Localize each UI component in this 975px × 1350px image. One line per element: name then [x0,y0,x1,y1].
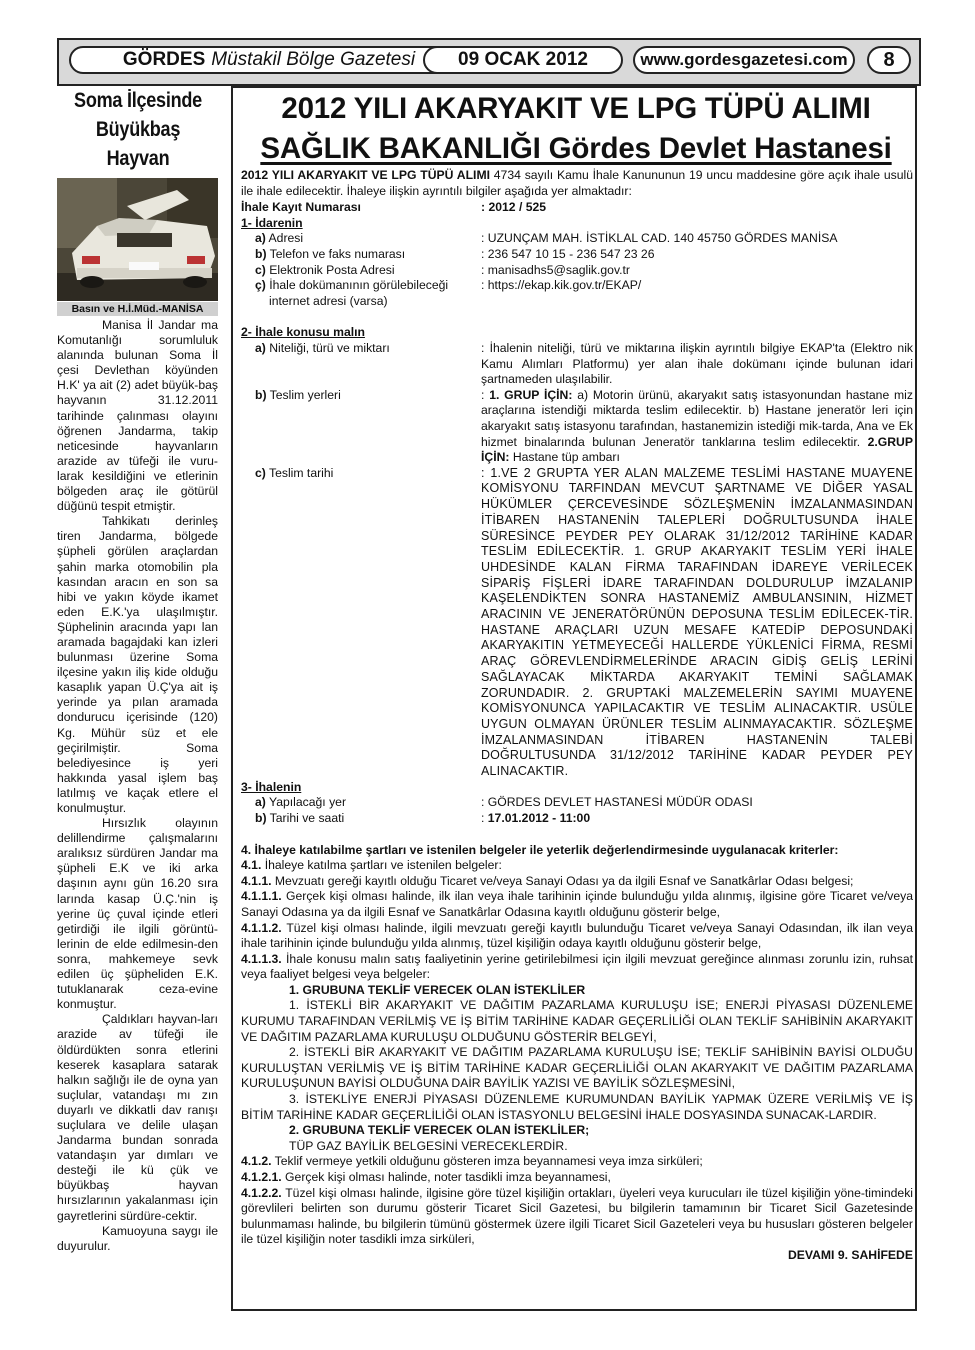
page-header [57,38,921,86]
group-1-heading: 1. GRUBUNA TEKLİF VERECEK OLAN İSTEKLİLER [289,982,586,997]
clause-text: İhaleye katılma şartları ve istenilen belgeler: [261,858,502,873]
admin-address-row [241,231,913,247]
docs-row-continued: internet adresi (varsa) [269,293,388,308]
item-value: : 236 547 10 15 - 236 547 23 26 [481,246,655,261]
car-trunk-photo [57,178,218,301]
item-label: Teslim yerleri [266,387,341,402]
item-label: Yapılacağı yer [265,795,347,810]
item-value: : UZUNÇAM MAH. İSTİKLAL CAD. 140 45750 GÖRDES MANİSA [481,231,838,246]
intro-text: 4734 sayılı Kamu İhale Kanununun 19 uncu maddesine göre açık ihale usulü ile ihale edilecektir. İhaleye ilişkin ayrıntılı bilgiler aşağıda yer almaktadır: [241,168,913,198]
item-letter: a) [255,340,266,355]
paper-subtitle: Müstakil Bölge Gazetesi [211,49,416,70]
item-letter: c) [255,465,266,480]
group-2-line: TÜP GAZ BAYİLİK BELGESİNİ VERECEKLERDİR. [289,1138,568,1153]
left-article-body [57,318,218,1254]
item-label: Telefon ve faks numarası [266,246,406,261]
item-value: : İhalenin niteliği, türü ve miktarına ilişkin ayrıntılı bilgiye EKAP'ta (Elektro nik Kamu Alımları Platformu) yer alan ihale dokümanı içinde bulunan idari şartnameden ulaşılabilir. [481,340,913,387]
item-label: Teslim tarihi [265,465,334,480]
group-1-item: 1. İSTEKLİ BİR AKARYAKIT VE DAĞITIM PAZARLAMA KURULUŞU İSE; ENERJİ PİYASASI DÜZENLEME KURUMU TARAFINDAN VERİLMİŞ VE İŞ BİTİM TARİHİNE KADAR GEÇERLİLİĞİ OLAN TEKLİF SAHİBİNİN AKARYAKIT VE DAĞITIM PAZARLAMA KURULUŞU OLDUĞUNU GÖSTERİR BELGEYİ, [241,998,913,1044]
clause-text: Mevzuatı gereği kayıtlı olduğu Ticaret ve/veya Sanayi Odası ya da ilgili Esnaf ve Sanatkârlar Odası belgesi; [271,873,854,888]
clause-number: 4.1. [241,858,262,873]
ekap-link[interactable]: : https://ekap.kik.gov.tr/EKAP/ [481,278,642,293]
item-value [481,388,913,466]
clause-text: Gerçek kişi olması halinde, ilk ilan veya ihale tarihinin içinde bulunduğu yılda alınmış, ilgisine göre Ticaret ve/veya Sanayi Odasına ya da ilgili Esnaf ve Sanatkârlar Odasına kayıtlı olduğunu gösterir belge, [241,889,913,919]
tender-date-row [241,811,913,827]
clause-4-1-2-2 [241,1186,913,1248]
admin-docs-row [241,278,913,294]
group-1-label: 1. GRUP İÇİN: [489,387,573,402]
left-article-title-line-2: Büyükbaş Hayvan [95,118,181,170]
item-letter: b) [255,810,267,825]
item-value: : 1.VE 2 GRUPTA YER ALAN MALZEME TESLİMİ HASTANE MUAYENE KOMİSYONU TARFINDAN MEVCUT ŞARTNAME VE DİĞER YASAL HÜKÜMLER ÇERCEVESİNDE SÖZLEŞMENİN İMZALANMASINDAN İTİBAREN HASTANENİN TALEPLERİ DOĞRULTUSUNDA İHALE SÜRESİNCE PEYDER PEY OLARAK 31/12/2012 TARİHİNE KADAR TESLİM EDİLECEKTİR. 1. GRUP AKARYAKIT TESLİM YERİ İHALE UHDESİNDE KALAN FİRMA TARAFINDAN İDAREYE VERİLECEK SİPARİŞ FİŞLERİ İDARE TARAFINDAN DOLDURULUP İMZALANIP KAŞELENDİKTEN SONRA HASTANEMİZ AMBULANSININ, HİZMET ARACININ VE JENERATÖRÜNÜN DEPOSUNA TESLİM EDİLECEK-TİR. HASTANE ARAÇLARI UZUN MESAFE KATEDİP DEPOSUNDAKİ AKARYAKITIN YETMEYECEĞİ HALLERDE YÜKLENİCİ FİRMA, RESMİ ARAÇ GÖREVLENDİRMELERİNDE ARACIN GİDİŞ GELİŞ LERİNİ SAĞLAYACAK MİKTARDA AKARYAKIT TEMİNİ SAĞLAMAK ZORUNDADIR. 2. GRUPTAKİ MALZEMELERİN SAYIMI MUAYENE KOMİSYONUNCA YAPILACAKTIR VE TESLİM ALINACAKTIR. USÜLE UYGUN OLMAYAN ÜRÜNLER TESLİM ALINMAYACAKTIR. SÖZLEŞME İMZALANMASINDAN İTİBAREN HASTANENİN TALEBİ DOĞRULTUSUNDA 31/12/2012 TARİHİNE KADAR PEYDER PEY ALINACAKTIR. [481,465,913,779]
clause-number: 4.1.2.2. [241,1185,282,1200]
website-link[interactable]: www.gordesgazetesi.com [633,46,855,74]
clause-text: Tüzel kişi olması halinde, ilgili mevzuatı gereği kayıtlı bulunduğu Ticaret ve/veya Sanayi Odasından, ilk ilan veya ihale tarihinin içinde bulunduğu yılda alınmış, tüzel kişiliğin odaya kayıtlı olduğunu gösterir belge, [241,920,913,951]
clause-text: Gerçek kişi olması halinde, noter tasdikli imza beyannamesi, [281,1170,611,1184]
item-label: Niteliği, türü ve miktarı [265,340,390,355]
section-1-title: 1- İdarenin [241,215,303,230]
goods-nature-row [241,341,913,388]
group-2-heading: 2. GRUBUNA TEKLİF VERECEK OLAN İSTEKLİLER; [289,1123,590,1138]
intro-paragraph [241,168,913,199]
registry-label: İhale Kayıt Numarası [241,200,361,215]
item-label: İhale dokümanının görülebileceği [265,278,449,293]
intro-bold: 2012 YILI AKARYAKIT VE LPG TÜPÜ ALIMI [241,168,490,182]
colon: : [481,387,490,402]
clause-number: 4.1.2.1. [241,1170,282,1184]
delivery-text: a) Motorin ürünü, akaryakıt satış istasyonundan hastane miz araçlarına istendiği miktarda teslim edilecektir. b) Hastane jeneratör leri için akaryakıt satış istasyonu tarafından, hastanemizin istediği mik-tarda, Ana ve Ek hizmet binalarında bulunan Jeneratör tanklarına teslim edilecektir. [481,387,913,449]
group-1-item: 3. İSTEKLİYE ENERJİ PİYASASI DÜZENLEME KURUMUNDAN BAYİLİK YAPMAK ÜZERE VERİLMİŞ VE İŞ BİTİM TARİHİNE KADAR GEÇERLİLİĞİ OLAN İSTASYONLU BELGESİNİ İHALE DOSYASINDA SUNACAK-LARDIR. [241,1092,913,1122]
item-label: Adresi [265,231,304,246]
section-3-title: 3- İhalenin [241,779,302,794]
issue-date: 09 OCAK 2012 [423,46,623,74]
item-letter: b) [255,387,267,402]
left-paragraph: Çaldıkları hayvan-ları arazide av tüfeği ile öldürdükten sonra etlerini keserek kasaplara satarak halkın sağlığı ile de oyna yan suçlular, vatandaşı mı zın duyarlı ve dikkatli dav ranışı suçlulara ve delile ulaşan Jandarma bundan sonrada vatandaşın yar dımları ve desteği ile kü çük ve büyükbaş hayvan hırsızlarının yakalanması için gayretlerini sürdüre-cektir. [57,1012,218,1223]
item-letter: b) [255,246,267,261]
notice-authority: SAĞLIK BAKANLIĞI Gördes Devlet Hastanesi [260,132,892,165]
left-paragraph: Kamuoyuna saygı ile duyurulur. [57,1223,218,1253]
tender-registry-row [241,200,913,216]
car-photo-drawing [57,178,218,301]
section-4-title: 4. İhaleye katılabilme şartları ve istenilen belgeler ile yeterlik değerlendirmesinde uygulanacak kriterler: [241,842,839,857]
clause-number: 4.1.1.1. [241,889,282,904]
clause-text: Teklif vermeye yetkili olduğunu gösteren imza beyannamesi veya imza sirküleri; [271,1154,703,1169]
left-article-title-line-1: Soma İlçesinde [74,89,202,112]
left-paragraph: Manisa İl Jandar ma Komutanlığı sorumluluk alanında bulunan Soma İl çesi Devlethan köyünden H.K' ya ait (2) adet büyük-baş hayvanın 31.12.2011 tarihinde çalınması olayını öğrenen Jandarma, takip neticesinde hayvanların arazide av tüfeği ile vuru-larak kesildiğini ve etlerinin bölgeden araç ile götürül düğünü tespit etmiştir. [57,318,218,514]
notice-title: 2012 YILI AKARYAKIT VE LPG TÜPÜ ALIMI [281,92,871,125]
item-letter: a) [255,231,266,246]
photo-credit: Basın ve H.İ.Müd.-MANİSA [57,302,218,316]
left-paragraph: Tahkikatı derinleş tiren Jandarma, bölgede şüpheli görülen araçlardan şahin marka otomobilin pla kasından aracın en son sa hibi ve yakın köyde ikamet eden E.K.'ya ulaşılmıştır. Şüphelinin aracında yapı lan aramada bagajdaki kan izleri bulunması üzerine Soma ilçesine yakın iliş kide olduğu kasaplık yapan Ü.Ç'ya ait iş yerinde ya pılan aramada dondurucu içerisinde (120) Kg. Mühür süz et ele geçirilmiştir. Soma belediyesince iş yeri hakkında yasal işlem baş latılmış ve kaçak etlere el konulmuştur. [57,514,218,815]
delivery-date-row [241,466,913,780]
clause-number: 4.1.2. [241,1154,272,1169]
registry-value: : 2012 / 525 [481,200,547,215]
clause-4-1-1 [241,874,913,890]
item-letter: c) [255,262,266,277]
email-link[interactable]: : manisadhs5@saglik.gov.tr [481,262,630,277]
delivery-place-row [241,388,913,466]
clause-4-1-2-1 [241,1170,913,1186]
admin-email-row [241,263,913,279]
clause-4-1-1-1 [241,889,913,920]
continued-note: DEVAMI 9. SAHİFEDE [787,1247,913,1262]
clause-4-1-1-3 [241,952,913,983]
section-2-title: 2- İhale konusu malın [241,325,365,340]
item-value: : GÖRDES DEVLET HASTANESİ MÜDÜR ODASI [481,795,753,810]
group-1-item: 2. İSTEKLİ BİR AKARYAKIT VE DAĞITIM PAZARLAMA KURULUŞU İSE; TEKLİF SAHİBİNİN BAYİSİ OLDUĞU KURULUŞTAN VERİLMİŞ VE İŞ BİTİM TARİHİNE KADAR GEÇERLİLİĞİ OLAN AKARYAKIT VE DAĞITIM PAZARLAMA KURULUŞUNUN BAYİSİ OLDUĞUNA DAİR BAYİLİK YAZISI VE BAYİLİK SÖZLEŞMESİNİ, [241,1045,913,1091]
admin-phone-row [241,247,913,263]
tender-place-row [241,795,913,811]
item-label: Elektronik Posta Adresi [265,262,395,277]
page-number: 8 [867,46,911,74]
item-label: Tarihi ve saati [266,810,345,825]
item-letter: ç) [255,278,266,293]
clause-text: Tüzel kişi olması halinde, ilgisine göre tüzel kişiliğin ortakları, üyeleri veya kurucuları ile tüzel kişiliğin yöne-timindeki görevlileri belirten son durumu gösterir Ticaret Sicil Gazetesi, bu bilgilerin tamamının bir Ticaret Sicil Gazetesinde bulunmaması halinde, bu bilgilerin tümünü göstermek üzere ilgili Ticaret Sicil Gazeteleri veya bu hususları gösteren belgeler ile tüzel kişiliğin noter tasdikli imza sirküleri, [241,1185,913,1247]
clause-number: 4.1.1.3. [241,951,282,966]
left-paragraph: Hırsızlık olayının delillendirme çalışmalarını aralıksız sürdüren Jandar ma şüpheli E.K ve iki arka daşının aynı gün 16.20 sıra larında kasap Ü.Ç.'nin iş yerine üç çuval içinde etleri getirdiği ile ilgili görüntü-lerinin de elde edilmesin-den sonra, mahkemeye sevk edilen üç şüpheliden E.K. tutuklanarak ceza-evine konmuştur. [57,816,218,1012]
tender-datetime: 17.01.2012 - 11:00 [487,810,591,825]
tender-notice [231,86,917,1311]
notice-content [241,168,913,1264]
paper-name-pill [69,46,469,74]
clause-number: 4.1.1.2. [241,920,282,935]
group-2-label: 2.GRUP İÇİN: [481,434,913,465]
paper-name: GÖRDES [122,49,206,70]
clause-number: 4.1.1. [241,873,272,888]
colon: : [481,810,488,825]
clause-4-1-1-2 [241,921,913,952]
clause-text: İhale konusu malın satış faaliyetinin yerine getirilebilmesi için ilgili mevzuat gereğince alınması zorunlu izin, ruhsat veya faaliyet belgesi veya belgeler: [241,951,913,982]
delivery-text-end: Hastane tüp ambarı [509,450,620,465]
item-letter: a) [255,795,266,810]
clause-4-1-2 [241,1154,913,1170]
clause-4-1 [241,858,913,874]
